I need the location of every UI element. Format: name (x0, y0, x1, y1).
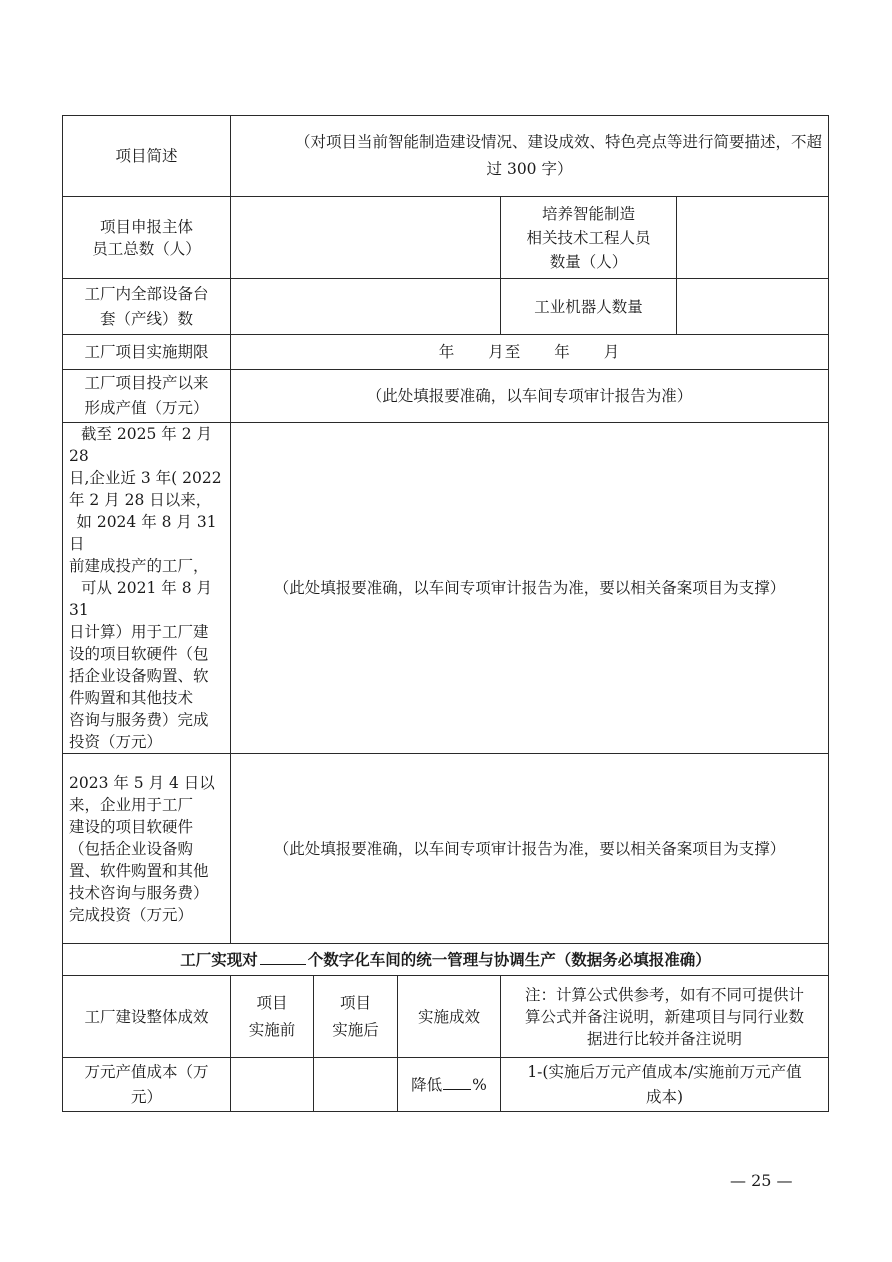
investment-3yr-row (63, 423, 829, 754)
investment-3yr-label-line: 日,企业近 3 年( 2022 (69, 469, 222, 487)
summary-hint-line2: 过 300 字） (486, 160, 573, 178)
investment-since-label-line: （包括企业设备购 (69, 839, 194, 858)
effect-prefix: 降低 (411, 1075, 443, 1094)
unit-cost-label-line1: 万元产值成本（万 (84, 1062, 209, 1081)
investment-since-label (63, 754, 231, 944)
formula-note-line3: 据进行比较并备注说明 (587, 1029, 743, 1048)
investment-since-row (63, 754, 829, 944)
staff-total-label-line1: 项目申报主体 (99, 217, 193, 236)
effect-header-row (63, 976, 829, 1058)
digital-workshop-statement (63, 944, 829, 976)
formula-note-line2: 算公式并备注说明，新建项目与同行业数 (525, 1007, 805, 1026)
output-row (63, 370, 829, 423)
workshop-count-blank[interactable] (260, 948, 306, 965)
investment-3yr-label-line: 件购置和其他技术 (69, 689, 194, 707)
formula-note-header (501, 976, 829, 1058)
summary-row (63, 116, 829, 197)
investment-3yr-label-line: 日计算）用于工厂建 (69, 623, 209, 641)
unit-cost-label-line2: 元） (130, 1087, 162, 1106)
equipment-count-label-line2: 套（产线）数 (99, 309, 193, 328)
engineer-count-label-line2: 相关技术工程人员 (526, 228, 651, 247)
investment-since-input[interactable]: （此处填报要准确，以车间专项审计报告为准，要以相关备案项目为支撑） (231, 754, 829, 944)
investment-since-label-line: 2023 年 5 月 4 日以 (69, 773, 215, 792)
digital-workshop-suffix: 个数字化车间的统一管理与协调生产（数据务必填报准确） (307, 950, 711, 969)
digital-workshop-row (63, 944, 829, 976)
investment-3yr-label-line: 投资（万元） (69, 733, 163, 751)
unit-cost-after-input[interactable] (314, 1058, 398, 1112)
investment-since-label-line: 置、软件购置和其他 (69, 861, 209, 880)
overall-effect-header: 工厂建设整体成效 (63, 976, 231, 1058)
formula-note-line1: 注：计算公式供参考，如有不同可提供计 (525, 985, 805, 1004)
unit-cost-label (63, 1058, 231, 1112)
investment-3yr-label-line: 如 2024 年 8 月 31 日 (69, 513, 217, 553)
staff-total-label (63, 197, 231, 279)
equipment-count-input[interactable] (231, 279, 501, 335)
page-number: — 25 — (730, 1171, 793, 1190)
robot-count-label: 工业机器人数量 (501, 279, 677, 335)
engineer-count-label-line3: 数量（人） (549, 252, 628, 271)
unit-cost-effect (398, 1058, 501, 1112)
effect-header: 实施成效 (398, 976, 501, 1058)
equipment-row (63, 279, 829, 335)
application-form-table (62, 115, 829, 1112)
investment-since-label-line: 建设的项目软硬件 (69, 817, 194, 836)
investment-3yr-label-line: 括企业设备购置、软 (69, 667, 209, 685)
after-header-line1: 项目 (339, 993, 371, 1012)
robot-count-input[interactable] (677, 279, 829, 335)
before-header-line2: 实施前 (248, 1020, 296, 1039)
reduction-percent-blank[interactable] (443, 1075, 471, 1090)
investment-3yr-label-line: 截至 2025 年 2 月 28 (69, 425, 213, 465)
unit-cost-formula-line2: 成本) (645, 1087, 684, 1106)
before-header-line1: 项目 (256, 993, 288, 1012)
investment-since-label-line: 来，企业用于工厂 (69, 795, 194, 814)
investment-3yr-label-line: 咨询与服务费）完成 (69, 711, 209, 729)
unit-cost-formula (501, 1058, 829, 1112)
after-header (314, 976, 398, 1058)
engineer-count-input[interactable] (677, 197, 829, 279)
investment-3yr-label-line: 前建成投产的工厂， (69, 557, 209, 575)
investment-since-label-line: 技术咨询与服务费） (69, 883, 209, 902)
staff-total-label-line2: 员工总数（人） (92, 239, 201, 258)
equipment-count-label-line1: 工厂内全部设备台 (84, 284, 209, 303)
investment-3yr-label-line: 年 2 月 28 日以来， (69, 491, 212, 509)
after-header-line2: 实施后 (332, 1020, 379, 1039)
output-label-line2: 形成产值（万元） (84, 399, 209, 417)
investment-since-label-line: 完成投资（万元） (69, 905, 194, 924)
digital-workshop-prefix: 工厂实现对 (180, 950, 258, 969)
investment-3yr-input[interactable]: （此处填报要准确，以车间专项审计报告为准，要以相关备案项目为支撑） (231, 423, 829, 754)
investment-3yr-label-line: 可从 2021 年 8 月 31 (69, 579, 213, 619)
effect-suffix: % (472, 1075, 487, 1094)
period-label: 工厂项目实施期限 (63, 335, 231, 370)
investment-3yr-label (63, 423, 231, 754)
period-input[interactable]: 年 月至 年 月 (231, 335, 829, 370)
before-header (231, 976, 314, 1058)
summary-label: 项目简述 (63, 116, 231, 197)
unit-cost-formula-line1: 1-(实施后万元产值成本/实施前万元产值 (527, 1062, 802, 1081)
engineer-count-label (501, 197, 677, 279)
staff-total-input[interactable] (231, 197, 501, 279)
cost-row (63, 1058, 829, 1112)
equipment-count-label (63, 279, 231, 335)
period-row (63, 335, 829, 370)
staff-row (63, 197, 829, 279)
investment-3yr-label-line: 设的项目软硬件（包 (69, 645, 209, 663)
engineer-count-label-line1: 培养智能制造 (541, 204, 635, 223)
summary-hint-line1: （对项目当前智能制造建设情况、建设成效、特色亮点等进行简要描述，不超 (295, 133, 823, 151)
output-input[interactable]: （此处填报要准确，以车间专项审计报告为准） (231, 370, 829, 423)
output-label-line1: 工厂项目投产以来 (84, 374, 209, 392)
summary-input[interactable] (231, 116, 829, 197)
unit-cost-before-input[interactable] (231, 1058, 314, 1112)
output-label (63, 370, 231, 423)
